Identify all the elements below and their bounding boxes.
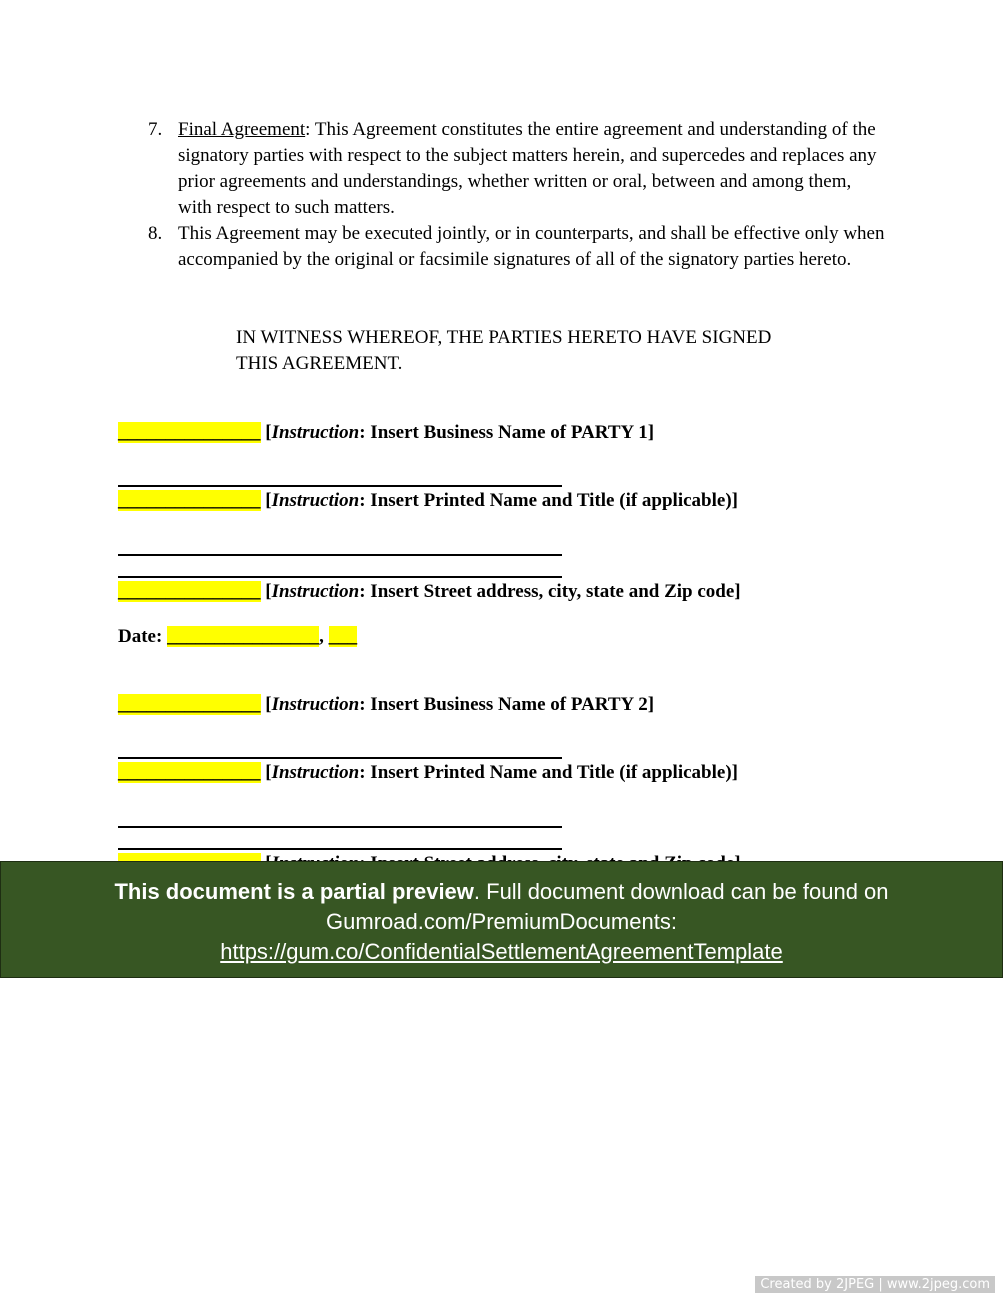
party2-business-blank[interactable]: _______________ bbox=[118, 694, 261, 715]
witness-statement bbox=[236, 325, 836, 377]
party1-address-instruction: _______________ [Instruction: Insert Street address, city, state and Zip code] bbox=[118, 581, 741, 602]
banner-line-2: Gumroad.com/PremiumDocuments: bbox=[326, 909, 677, 934]
party2-printed-name-line: _______________ [Instruction: Insert Printed Name and Title (if applicable)] bbox=[118, 762, 738, 783]
party1-printed-name-line: _______________ [Instruction: Insert Printed Name and Title (if applicable)] bbox=[118, 490, 738, 511]
witness-line-2: THIS AGREEMENT. bbox=[236, 353, 403, 374]
watermark-credit: Created by 2JPEG | www.2jpeg.com bbox=[755, 1276, 995, 1293]
banner-bold-text: This document is a partial preview bbox=[114, 879, 474, 904]
party2-signature-line[interactable] bbox=[118, 757, 562, 759]
party1-signature-line[interactable] bbox=[118, 485, 562, 487]
party1-business-line: _______________ [Instruction: Insert Business Name of PARTY 1] bbox=[118, 422, 655, 443]
item-7-body: : This Agreement constitutes the entire agreement and understanding of the signatory parties with respect to the subject matters herein, and supercedes and replaces any prior agreements and understandings, whether written or oral, between and among them, with respect to such matters. bbox=[178, 119, 877, 218]
item-8-body: This Agreement may be executed jointly, or in counterparts, and shall be effective only when accompanied by the original or facsimile signatures of all of the signatory parties hereto. bbox=[178, 223, 885, 270]
party1-business-blank[interactable]: _______________ bbox=[118, 422, 261, 443]
party2-address-line-2[interactable] bbox=[118, 848, 562, 850]
party2-address-line-1[interactable] bbox=[118, 826, 562, 828]
party2-business-line: _______________ [Instruction: Insert Business Name of PARTY 2] bbox=[118, 694, 655, 715]
download-link[interactable]: https://gum.co/ConfidentialSettlementAgreementTemplate bbox=[220, 939, 783, 964]
item-8-number: 8. bbox=[148, 223, 163, 244]
instruction-label: Instruction bbox=[271, 581, 360, 602]
party1-address-line-1[interactable] bbox=[118, 554, 562, 556]
item-7-text bbox=[178, 117, 888, 221]
instruction-label: Instruction bbox=[271, 422, 360, 443]
preview-banner bbox=[0, 861, 1003, 978]
year-blank[interactable]: ___ bbox=[328, 626, 358, 647]
item-7-title: Final Agreement bbox=[178, 119, 306, 140]
party1-address-line-2[interactable] bbox=[118, 576, 562, 578]
party1-address-blank[interactable]: _______________ bbox=[118, 581, 261, 602]
banner-line-1 bbox=[1, 877, 1002, 907]
instruction-label: Instruction bbox=[271, 762, 360, 783]
party1-printed-name-blank[interactable]: _______________ bbox=[118, 490, 261, 511]
banner-rest-text: . Full document download can be found on bbox=[473, 879, 889, 904]
instruction-label: Instruction bbox=[271, 490, 360, 511]
item-7-number: 7. bbox=[148, 119, 163, 140]
date-blank[interactable]: ________________ bbox=[167, 626, 320, 647]
date-label: Date: bbox=[118, 626, 163, 647]
instruction-label: Instruction bbox=[271, 694, 360, 715]
party2-printed-name-blank[interactable]: _______________ bbox=[118, 762, 261, 783]
witness-line-1: IN WITNESS WHEREOF, THE PARTIES HERETO HAVE SIGNED bbox=[236, 327, 772, 348]
party1-date-line: Date: ________________, ___ bbox=[118, 626, 358, 647]
